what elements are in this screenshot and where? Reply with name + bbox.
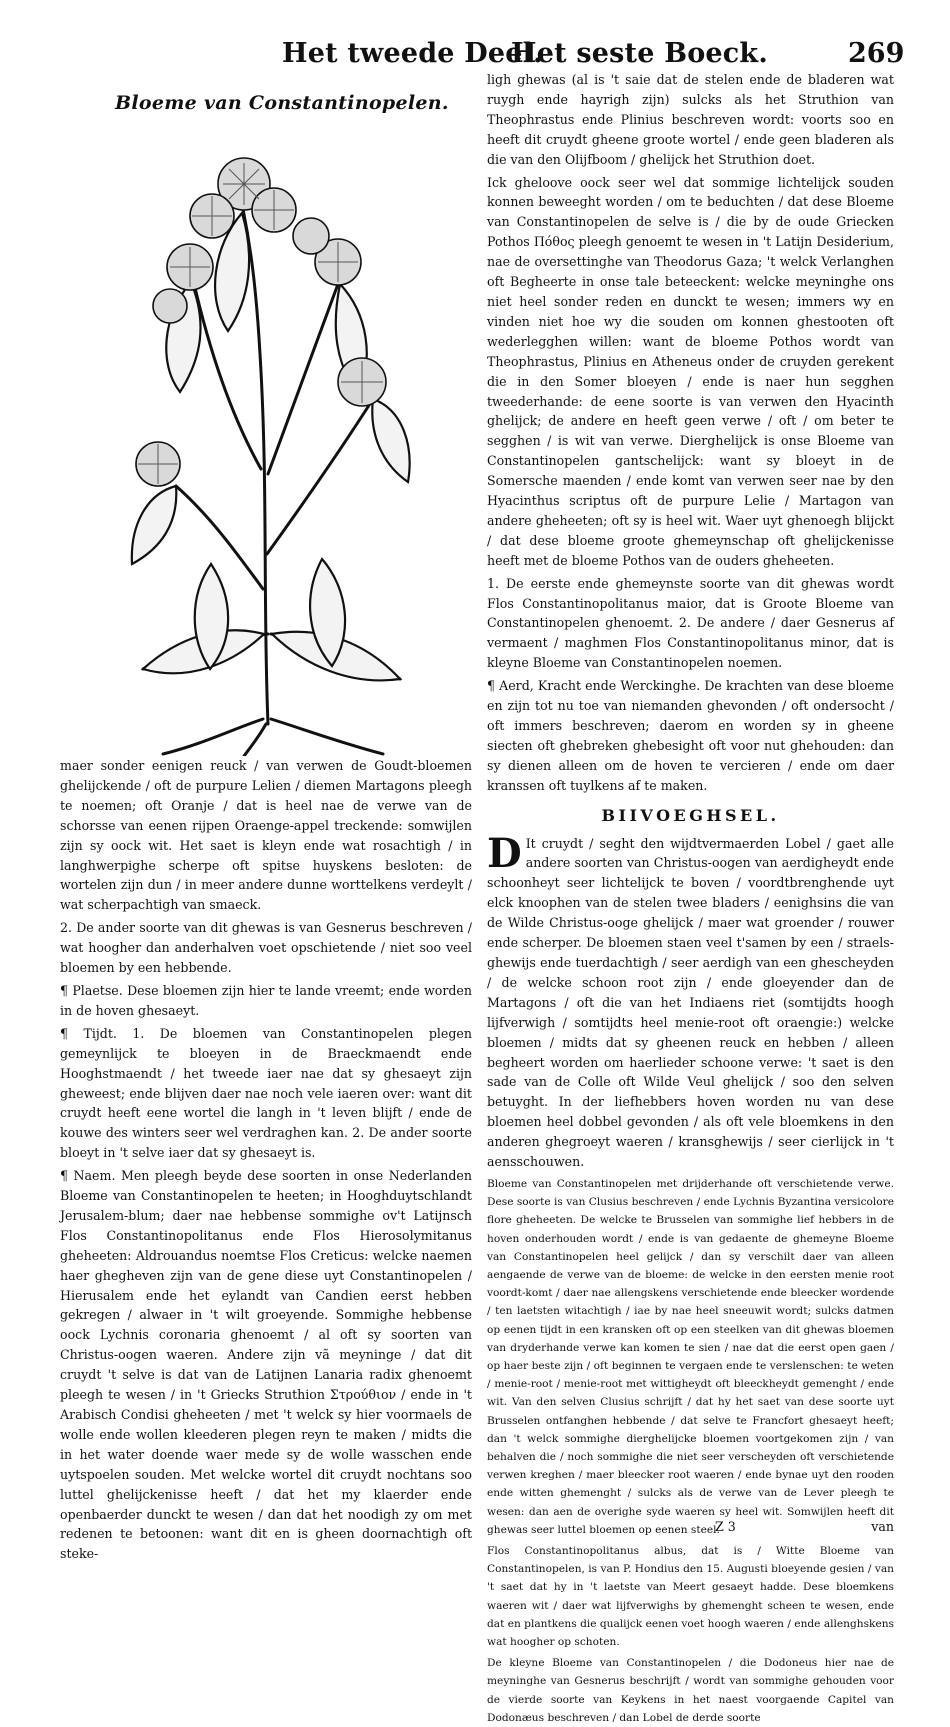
right-paragraph-4: ¶ Aerd, Kracht ende Werckinghe. De krachten van dese bloeme en zijn tot nu toe van niemanden ghevonden / oft ondersocht / oft immers beschreven; daerom en worden sy in gheene siecten oft ghebreken ghebesight oft voor nut ghehouden: dan sy dienen alleen om de hoven te vercieren / ende om daer kranssen oft tuylkens af te maken. [487,678,894,793]
signature-mark: Z 3 [715,1519,736,1534]
left-paragraph-5: ¶ Naem. Men pleegh beyde dese soorten in onse Nederlanden Bloeme van Constantinopelen te heeten; in Hooghduytschlandt Jerusalem-blum; daer nae hebbense sommighe ov't Latijnsch Flos Constantinopolitanus ende Flos Hierosolymitanus gheheeten: Aldrouandus noemtse Flos Creticus: welcke naemen haer ghegheven zijn van de gene diese uyt Constantinopelen / Hierusalem ende het eylandt van Candien eerst hebben gekregen / alwaer in 't wilt groeyende. Sommighe hebbense oock Lychnis coronaria ghenoemt / al oft sy soorten van Christus-oogen waeren. Andere zijn vã meyninge / dat dit cruydt 't selve is dat van de Latijnen Lanaria radix ghenoemt pleegh te wesen / in 't Griecks Struthion Στρούθιον / ende in 't Arabisch Condisi gheheeten / met 't welck sy hier voormaels de wolle ende wollen kleederen plegen reyn te maken / midts die in het water doende waer mede sy de wolle wasschen ende uytspoelen souden. Met welcke wortel dit cruydt nochtans soo luttel ghelijckenisse heeft / dat het my klaerder ende openbaerder dunckt te wesen / dan dat het noodigh zy om met redenen te betoonen: want dit en is gheen doornachtigh oft steke- [60,1168,472,1562]
dropcap: D [487,829,522,877]
addition-text-1: It cruydt / seght den wijdtvermaerden Lobel / gaet alle andere soorten van Christus-oogen van aerdigheydt ende schoonheyt seer lichtelijck te boven / voordtbrenghende uyt elck knoophen van de stelen twee bladers / eenighsins die van de Wilde Christus-ooge ghelijck / maer wat groender / rouwer ende scherper. De bloemen staen veel t'samen by een / straels-ghewijs ende tuerdachtigh / seer aerdigh van een ghescheyden / de welcke schoon root zijn / ende gloeyender dan de Martagons / oft die van het Indiaens riet (somtijdts hoogh lijfverwigh / somtijdts heel menie-root oft oraengie:) welcke bloemen / midts dat sy gheenen reuck en hebben / alleen begheert worden om haerlieder schoone verwe: 't saet is den sade van de Colle oft Wilde Veul ghelijck / soo den selven betuyght. In der liefhebbers hoven worden nu van dese bloemen heel dobbel gevonden / als oft vele bloemkens in den anderen ghegroeyt waeren / kransghewijs / seer cierlijck in 't aensschouwen. [487,835,894,1170]
catchword: van [871,1519,894,1534]
right-paragraph-1: ligh ghewas (al is 't saie dat de stelen ende de bladeren wat ruygh ende hayrigh zijn) sulcks als het Struthion van Theophrastus ende Plinius beschreven wordt: voorts soo en heeft dit cruydt gheene groote wortel / ende geen bladeren als die van den Olijfboom / ghelijck het Struthion doet. [487,72,894,167]
left-paragraph-3: ¶ Plaetse. Dese bloemen zijn hier te lande vreemt; ende worden in de hoven ghesaeyt. [60,982,472,1018]
woodcut-caption: Bloeme van Constantinopelen. [115,92,449,114]
addition-paragraph-2: Bloeme van Constantinopelen met drijderhande oft verschietende verwe. Dese soorte is van Clusius beschreven / ende Lychnis Byzantina versicolore flore gheheeten. De welcke te Brusselen van sommighe lief hebbers in de hoven onderhouden wordt / ende is van gedaente de ghemeyne Bloeme van Constantinopelen heel gelijck / dan sy verschilt daer van alleen aengaende de verwe van de bloeme: de welcke in den eersten menie root voordt-komt / daer nae allengskens verschietende ende bleecker wordende / ten laetsten witachtigh / iae by nae heel sneeuwit wordt; sulcks datmen op eenen tijdt in een kransken oft op een steelken van dit ghewas bloemen van dryderhande verwe kan komen te sien / nae dat die eerst open gaen / op haer beste zijn / oft beginnen te vergaen ende te verslenschen: te weten / menie-root / menie-root met wittigheydt oft bleeckheydt gemenght / ende wit. Van den selven Clusius schrijft / dat hy het saet van dese soorte uyt Brusselen ontfanghen hebbende / dat selve te Francfort ghesaeyt heeft; dan 't welck sommighe dierghelijcke bloemen voortgekomen zijn / van behalven die / noch sommighe die niet seer verscheyden oft verschietende verwen kreghen / maer bleecker root waeren / ende bynae uyt den rooden ende witten ghemenght / sulcks als de verwe van de Lever pleegh te wesen: dan aen de overighe syde waeren sy heel wit. Somwijlen heeft dit ghewas seer luttel bloemen op eenen steel. [487,1177,894,1536]
addition-paragraph-4: De kleyne Bloeme van Constantinopelen / die Dodoneus hier nae de meyninghe van Gesnerus beschrijft / wordt van sommighe gehouden voor de vierde soorte van Keykens in het naest voorgaende Capitel van Dodonæus beschreven / dan Lobel de derde soorte [487,1657,894,1724]
right-running-head: Het seste Boeck. [511,38,768,69]
left-paragraph-2: 2. De ander soorte van dit ghewas is van Gesnerus beschreven / wat hoogher dan anderhalven voet opschietende / niet soo veel bloemen by een hebbende. [60,920,472,976]
right-paragraph-2: Ick gheloove oock seer wel dat sommige lichtelijck souden konnen beweeght worden / om te beduchten / dat dese Bloeme van Constantinopelen de selve is / die by de oude Griecken Pothos Πόθος pleegh genoemt te wesen in 't Latijn Desiderium, nae de oversettinghe van Theodorus Gaza; 't welck Verlanghen oft Begheerte in onse tale beteeckent: welcke meyninghe ons niet heel sonder reden en dunckt te wesen; immers wy en vinden niet hoe wy die souden om konnen ghestooten oft wederlegghen willen: want de bloeme Pothos wordt van Theophrastus, Plinius en Atheneus onder de cruyden gerekent die in den Somer bloeyen / ende is naer hun segghen tweederhande: de eene soorte is van verwen den Hyacinth ghelijck; de andere en heeft geen verwe / oft / om beter te segghen / is wit van verwe. Dierghelijck is onse Bloeme van Constantinopelen gantschelijck: want sy bloeyt in de Somersche maenden / ende komt van verwen seer nae by den Hyacinthus scriptus oft de purpure Lelie / Martagon van andere gheheeten; oft sy is heel wit. Waer uyt ghenoegh blijckt / dat dese bloeme groote ghemeynschap oft ghelijckenisse heeft met de bloeme Pothos van de ouders gheheeten. [487,174,894,568]
right-paragraph-3: 1. De eerste ende ghemeynste soorte van dit ghewas wordt Flos Constantinopolitanus maior, dat is Groote Bloeme van Constantinopelen ghenoemt. 2. De andere / daer Gesnerus af vermaent / maghmen Flos Constantinopolitanus minor, dat is kleyne Bloeme van Constantinopelen noemen. [487,575,894,671]
left-text-column [60,756,472,1564]
left-running-head: Het tweede Deel. [282,38,543,69]
right-text-column [487,70,894,1727]
addition-paragraph-3: Flos Constantinopolitanus albus, dat is / Witte Bloeme van Constantinopelen, is van P. Hondius den 15. Augusti bloeyende gesien / van 't saet dat hy in 't laetste van Meert gesaeyt hadde. Dese bloemkens waeren wit / daer wat lijfverwighs by ghemenght scheen te wesen, ende dat en plantkens die qualijck eenen voet hoogh waeren / ende allenghskens wat hoogher op schoten. [487,1545,894,1649]
woodcut-plant-illustration [118,134,418,756]
page-number: 269 [848,38,905,69]
left-paragraph-4: ¶ Tijdt. 1. De bloemen van Constantinopelen plegen gemeynlijck te bloeyen in de Braeckmaendt ende Hooghstmaendt / het tweede iaer nae dat sy ghesaeyt zijn gheweest; ende blijven daer nae noch vele iaeren over: want dit cruydt heeft eene wortel die langh in 't leven blijft / ende de kouwe des winters seer wel verdraghen kan. 2. De ander soorte bloeyt in 't selve iaer dat sy ghesaeyt is. [60,1025,472,1161]
addition-paragraph-1 [487,829,894,1172]
left-paragraph-1: maer sonder eenigen reuck / van verwen de Goudt-bloemen ghelijckende / oft de purpure Lelien / diemen Martagons pleegh te noemen; oft Oranje / dat is heel nae de verwe van de schorsse van eenen rijpen Oraenge-appel treckende: somwijlen zijn sy oock wit. Het saet is kleyn ende wat rosachtigh / in langhwerpighe scherpe oft spitse huyskens besloten: de wortelen zijn dun / in meer andere dunne worttelkens verdeylt / wat scherpachtigh van smaeck. [60,758,472,913]
addition-title: BIIVOEGHSEL. [601,805,780,825]
